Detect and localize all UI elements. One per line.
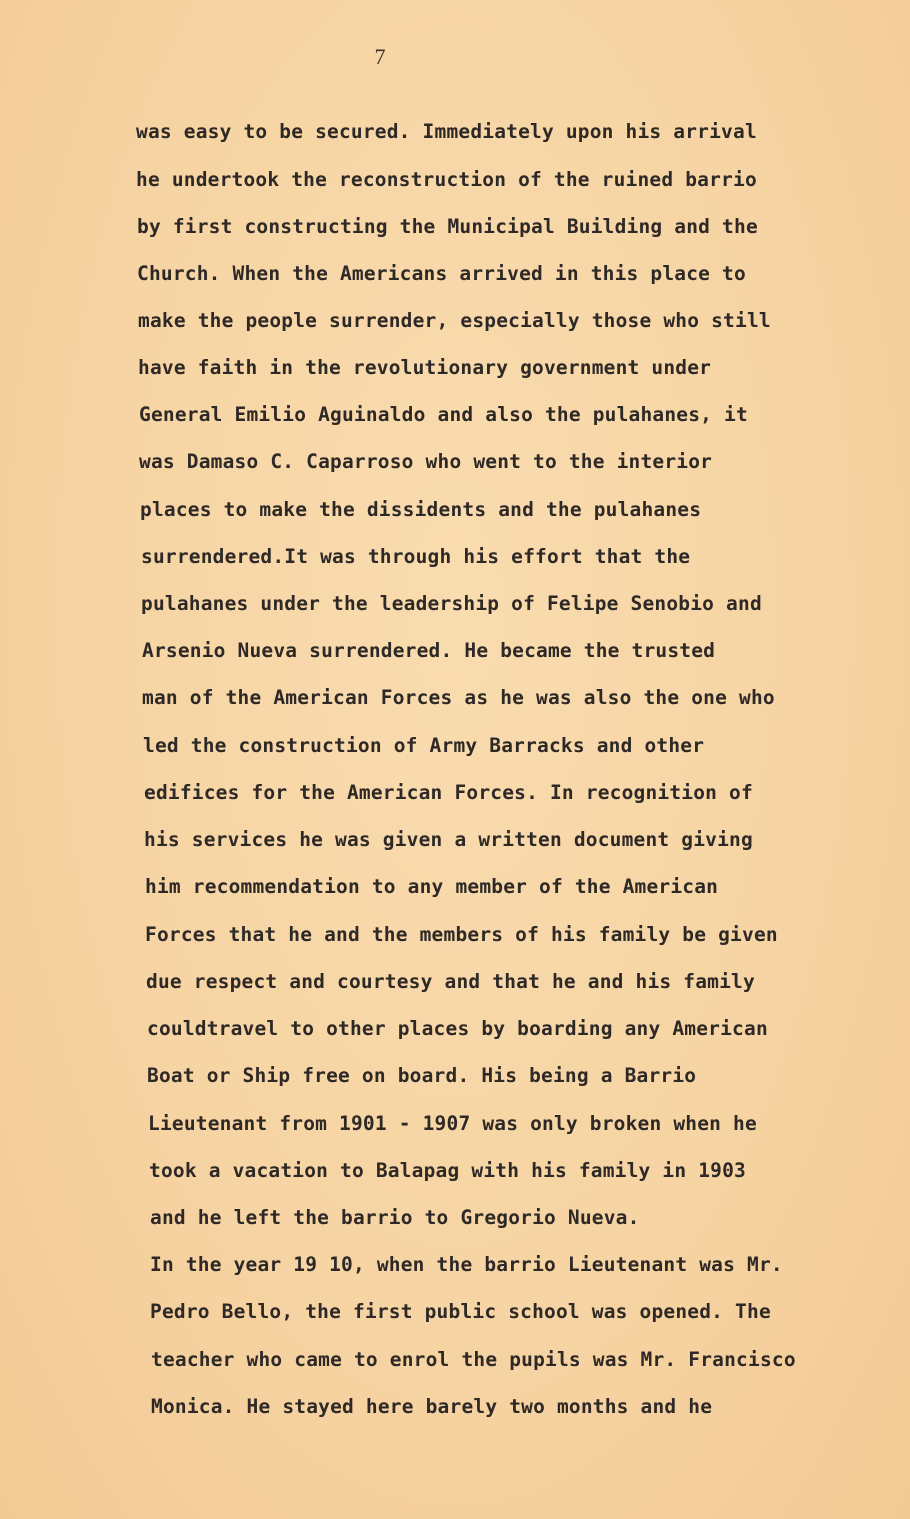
text-line: due respect and courtesy and that he and his family — [146, 970, 755, 993]
text-line: edifices for the American Forces. In recognition of — [144, 781, 753, 804]
text-line: he undertook the reconstruction of the ruined barrio — [136, 168, 757, 191]
text-line: man of the American Forces as he was also the one who — [142, 686, 775, 709]
text-line: took a vacation to Balapag with his family in 1903 — [149, 1159, 746, 1182]
text-line: and he left the barrio to Gregorio Nueva. — [150, 1206, 640, 1229]
text-line: couldtravel to other places by boarding any American — [147, 1017, 768, 1040]
text-line: his services he was given a written document giving — [144, 828, 753, 851]
text-line: surrendered.It was through his effort that the — [141, 545, 691, 568]
text-line: by first constructing the Municipal Building and the — [137, 215, 758, 238]
text-line: In the year 19 10, when the barrio Lieutenant was Mr. — [150, 1253, 783, 1276]
text-line: Forces that he and the members of his family be given — [145, 923, 778, 946]
text-line: Arsenio Nueva surrendered. He became the trusted — [142, 639, 716, 662]
text-line: Lieutenant from 1901 - 1907 was only broken when he — [148, 1112, 757, 1135]
text-line: was easy to be secured. Immediately upon his arrival — [136, 120, 757, 143]
text-line: was Damaso C. Caparroso who went to the interior — [139, 450, 713, 473]
text-line: Monica. He stayed here barely two months and he — [151, 1395, 713, 1418]
text-line: make the people surrender, especially those who still — [138, 309, 771, 332]
text-line: Pedro Bello, the first public school was opened. The — [150, 1300, 771, 1323]
text-line: have faith in the revolutionary government under — [138, 356, 712, 379]
page-number: 7 — [374, 44, 386, 69]
text-line: teacher who came to enrol the pupils was Mr. Francisco — [151, 1348, 796, 1371]
text-line: led the construction of Army Barracks and other — [143, 734, 705, 757]
text-line: Boat or Ship free on board. His being a Barrio — [147, 1064, 697, 1087]
text-line: places to make the dissidents and the pulahanes — [140, 498, 702, 521]
text-line: Church. When the Americans arrived in this place to — [137, 262, 746, 285]
text-line: pulahanes under the leadership of Felipe Senobio and — [141, 592, 762, 615]
text-line: him recommendation to any member of the American — [145, 875, 719, 898]
text-line: General Emilio Aguinaldo and also the pulahanes, it — [139, 403, 748, 426]
